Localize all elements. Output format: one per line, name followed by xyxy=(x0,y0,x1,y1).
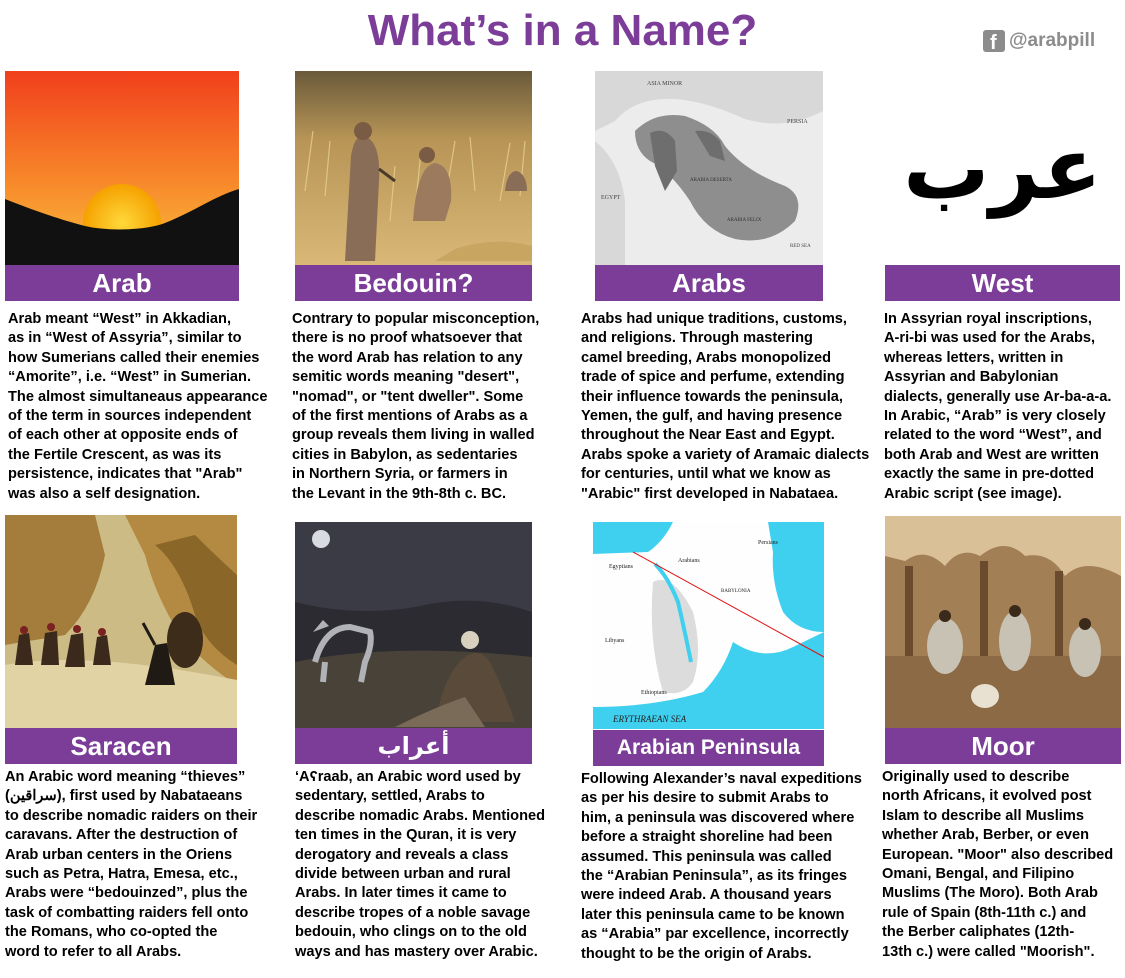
description-line: “Amorite”, i.e. “West” in Sumerian. xyxy=(8,369,252,386)
description-line: group reveals them living in walled xyxy=(292,427,535,444)
map-label: Persians xyxy=(758,540,778,546)
description-line: describe tropes of a noble savage xyxy=(295,904,531,921)
description-line: Arab urban centers in the Oriens xyxy=(5,846,233,863)
description-line: Arabs spoke a variety of Aramaic dialects xyxy=(581,446,870,463)
description-line: of the first mentions of Arabs as a xyxy=(292,408,528,425)
description-line: whether Arab, Berber, or even xyxy=(882,827,1090,844)
description-line: task of combatting raiders fell onto xyxy=(5,904,249,921)
description-line: Contrary to popular misconception, xyxy=(292,311,540,327)
description-line: were indeed Arab. A thousand years xyxy=(581,887,832,904)
description-line: the Levant in the 9th-8th c. BC. xyxy=(292,485,507,502)
description-line: Islam to describe all Muslims xyxy=(882,807,1084,824)
map-label: ERYTHRAEAN SEA xyxy=(613,714,687,724)
description-line: caravans. After the destruction of xyxy=(5,827,238,844)
description-line: An Arabic word meaning “thieves” xyxy=(5,769,246,785)
description-line: as “Arabia” par excellence, incorrectly xyxy=(581,926,849,943)
description-line: throughout the Near East and Egypt. xyxy=(581,427,835,444)
description-line: the word Arab has relation to any xyxy=(292,349,523,366)
night-desert-painting xyxy=(295,522,532,729)
handle-text: @arabpill xyxy=(1009,30,1096,51)
description-line: assumed. This peninsula was called xyxy=(581,848,832,865)
description-line: Following Alexander’s naval expeditions xyxy=(581,771,862,787)
description-line: Yemen, the gulf, and having presence xyxy=(581,408,843,425)
description-line: in Northern Syria, or farmers in xyxy=(292,466,508,483)
desert-caravan-painting xyxy=(5,515,237,730)
description-line: of each other at opposite ends of xyxy=(8,427,238,444)
map-label: ARABIA FELIX xyxy=(727,218,762,223)
map-label: ASIA MINOR xyxy=(647,81,683,87)
description-line: "nomad", or "tent dweller". Some xyxy=(292,388,524,405)
description-line: such as Petra, Hatra, Emesa, etc., xyxy=(5,866,238,883)
description-line: the “Arabian Peninsula”, as its fringes xyxy=(581,868,848,885)
description-line: Muslims (The Moro). Both Arab xyxy=(882,885,1098,902)
description-line: Arabs had unique traditions, customs, xyxy=(581,311,847,327)
card-description-west xyxy=(884,310,1111,504)
moorish-court-painting xyxy=(885,516,1121,729)
map-label: ARABIA DESERTA xyxy=(690,178,732,183)
description-line: north Africans, it evolved post xyxy=(882,788,1092,805)
description-line: word to refer to all Arabs. xyxy=(5,943,182,960)
card-label-bedouin: Bedouin? xyxy=(295,265,532,301)
description-line: dialects, generally use Ar-ba-a-a. xyxy=(884,388,1112,405)
map-label: EGYPT xyxy=(601,195,621,201)
description-line: divide between urban and rural xyxy=(295,866,511,883)
map-label: RED SEA xyxy=(790,244,811,249)
social-handle[interactable] xyxy=(983,30,1095,52)
description-line: The almost simultaneaus appearance xyxy=(8,388,268,405)
map-label: BABYLONIA xyxy=(721,589,751,594)
description-line: there is no proof whatsoever that xyxy=(292,330,523,347)
description-line: Omani, Bengal, and Filipino xyxy=(882,866,1075,883)
card-label-peninsula: Arabian Peninsula xyxy=(593,730,824,766)
card-description-arabs xyxy=(581,310,869,504)
card-label-moor: Moor xyxy=(885,728,1121,764)
card-label-saracen: Saracen xyxy=(5,728,237,764)
description-line: him, a peninsula was discovered where xyxy=(581,809,855,826)
description-line: bedouin, who clings on to the old xyxy=(295,924,527,941)
description-line: Arabs were “bedouinzed”, plus the xyxy=(5,885,248,902)
description-line: trade of spice and perfume, extending xyxy=(581,369,845,386)
description-line: for centuries, until what we know as xyxy=(581,466,831,483)
card-description-arab xyxy=(8,310,268,504)
description-line: of the term in sources independent xyxy=(8,408,252,425)
description-line: In Arabic, “Arab” is very closely xyxy=(884,408,1106,425)
description-line: camel breeding, Arabs monopolized xyxy=(581,349,832,366)
description-line: to describe nomadic raiders on their xyxy=(5,807,258,824)
description-line: ‘Aʕraab, an Arabic word used by xyxy=(295,769,521,785)
description-line: the Romans, who co-opted the xyxy=(5,924,218,941)
description-line: as per his desire to submit Arabs to xyxy=(581,790,829,807)
harvest-reapers-photo xyxy=(295,71,532,267)
map-label: Arabians xyxy=(678,558,700,564)
description-line: describe nomadic Arabs. Mentioned xyxy=(295,807,546,824)
description-line: Arabs. In later times it came to xyxy=(295,885,507,902)
erythraean-sea-map xyxy=(593,522,824,729)
description-line: as in “West of Assyria”, similar to xyxy=(8,330,242,347)
card-description-bedouin xyxy=(292,310,539,504)
description-line: Arabic script (see image). xyxy=(884,485,1062,502)
description-line: ten times in the Quran, it is very xyxy=(295,827,517,844)
description-line: semitic words meaning "desert", xyxy=(292,369,520,386)
description-line: thought to be the origin of Arabs. xyxy=(581,945,812,962)
description-line: their influence towards the peninsula, xyxy=(581,388,843,405)
card-description-araab xyxy=(295,768,545,962)
card-label-arab: Arab xyxy=(5,265,239,301)
description-line: European. "Moor" also described xyxy=(882,846,1114,863)
description-line: Originally used to describe xyxy=(882,769,1070,785)
description-line: before a straight shoreline had been xyxy=(581,829,833,846)
description-line: (سراقين), first used by Nabataeans xyxy=(5,788,243,805)
description-line: In Assyrian royal inscriptions, xyxy=(884,311,1092,327)
description-line: both Arab and West are written xyxy=(884,446,1099,463)
description-line: ways and has mastery over Arabic. xyxy=(295,943,538,960)
card-description-peninsula xyxy=(581,770,862,964)
arabic-word: عرب xyxy=(903,119,1102,219)
description-line: persistence, indicates that "Arab" xyxy=(8,466,243,483)
description-line: and religions. Through mastering xyxy=(581,330,813,347)
card-description-saracen xyxy=(5,768,257,962)
ancient-near-east-map xyxy=(595,71,823,267)
description-line: cities in Babylon, as sedentaries xyxy=(292,446,518,463)
description-line: later this peninsula came to be known xyxy=(581,906,845,923)
description-line: derogatory and reveals a class xyxy=(295,846,509,863)
map-label: Libyans xyxy=(605,638,625,644)
description-line: A-ri-bi was used for the Arabs, xyxy=(884,330,1096,347)
map-label: Egyptians xyxy=(609,564,633,570)
card-label-west: West xyxy=(885,265,1120,301)
facebook-icon: f xyxy=(983,30,1005,52)
description-line: whereas letters, written in xyxy=(884,349,1064,366)
description-line: "Arabic" first developed in Nabataea. xyxy=(581,485,839,502)
description-line: exactly the same in pre-dotted xyxy=(884,466,1095,483)
description-line: the Berber caliphates (12th- xyxy=(882,924,1075,941)
description-line: related to the word “West”, and xyxy=(884,427,1102,444)
card-label-araab: أعراب xyxy=(295,728,532,764)
description-line: Arab meant “West” in Akkadian, xyxy=(8,311,232,327)
card-description-moor xyxy=(882,768,1113,962)
description-line: was also a self designation. xyxy=(8,485,201,502)
description-line: rule of Spain (8th-11th c.) and xyxy=(882,904,1087,921)
sunset-image xyxy=(5,71,239,267)
card-label-arabs: Arabs xyxy=(595,265,823,301)
page-title: What’s in a Name? xyxy=(367,6,758,55)
map-label: Ethiopians xyxy=(641,690,667,696)
description-line: 13th c.) were called "Moorish". xyxy=(882,943,1095,960)
description-line: the Fertile Crescent, as was its xyxy=(8,446,222,463)
description-line: how Sumerians called their enemies xyxy=(8,349,260,366)
description-line: Assyrian and Babylonian xyxy=(884,369,1059,386)
arabic-script-word xyxy=(885,71,1120,267)
description-line: sedentary, settled, Arabs to xyxy=(295,788,485,805)
map-label: PERSIA xyxy=(787,119,808,125)
